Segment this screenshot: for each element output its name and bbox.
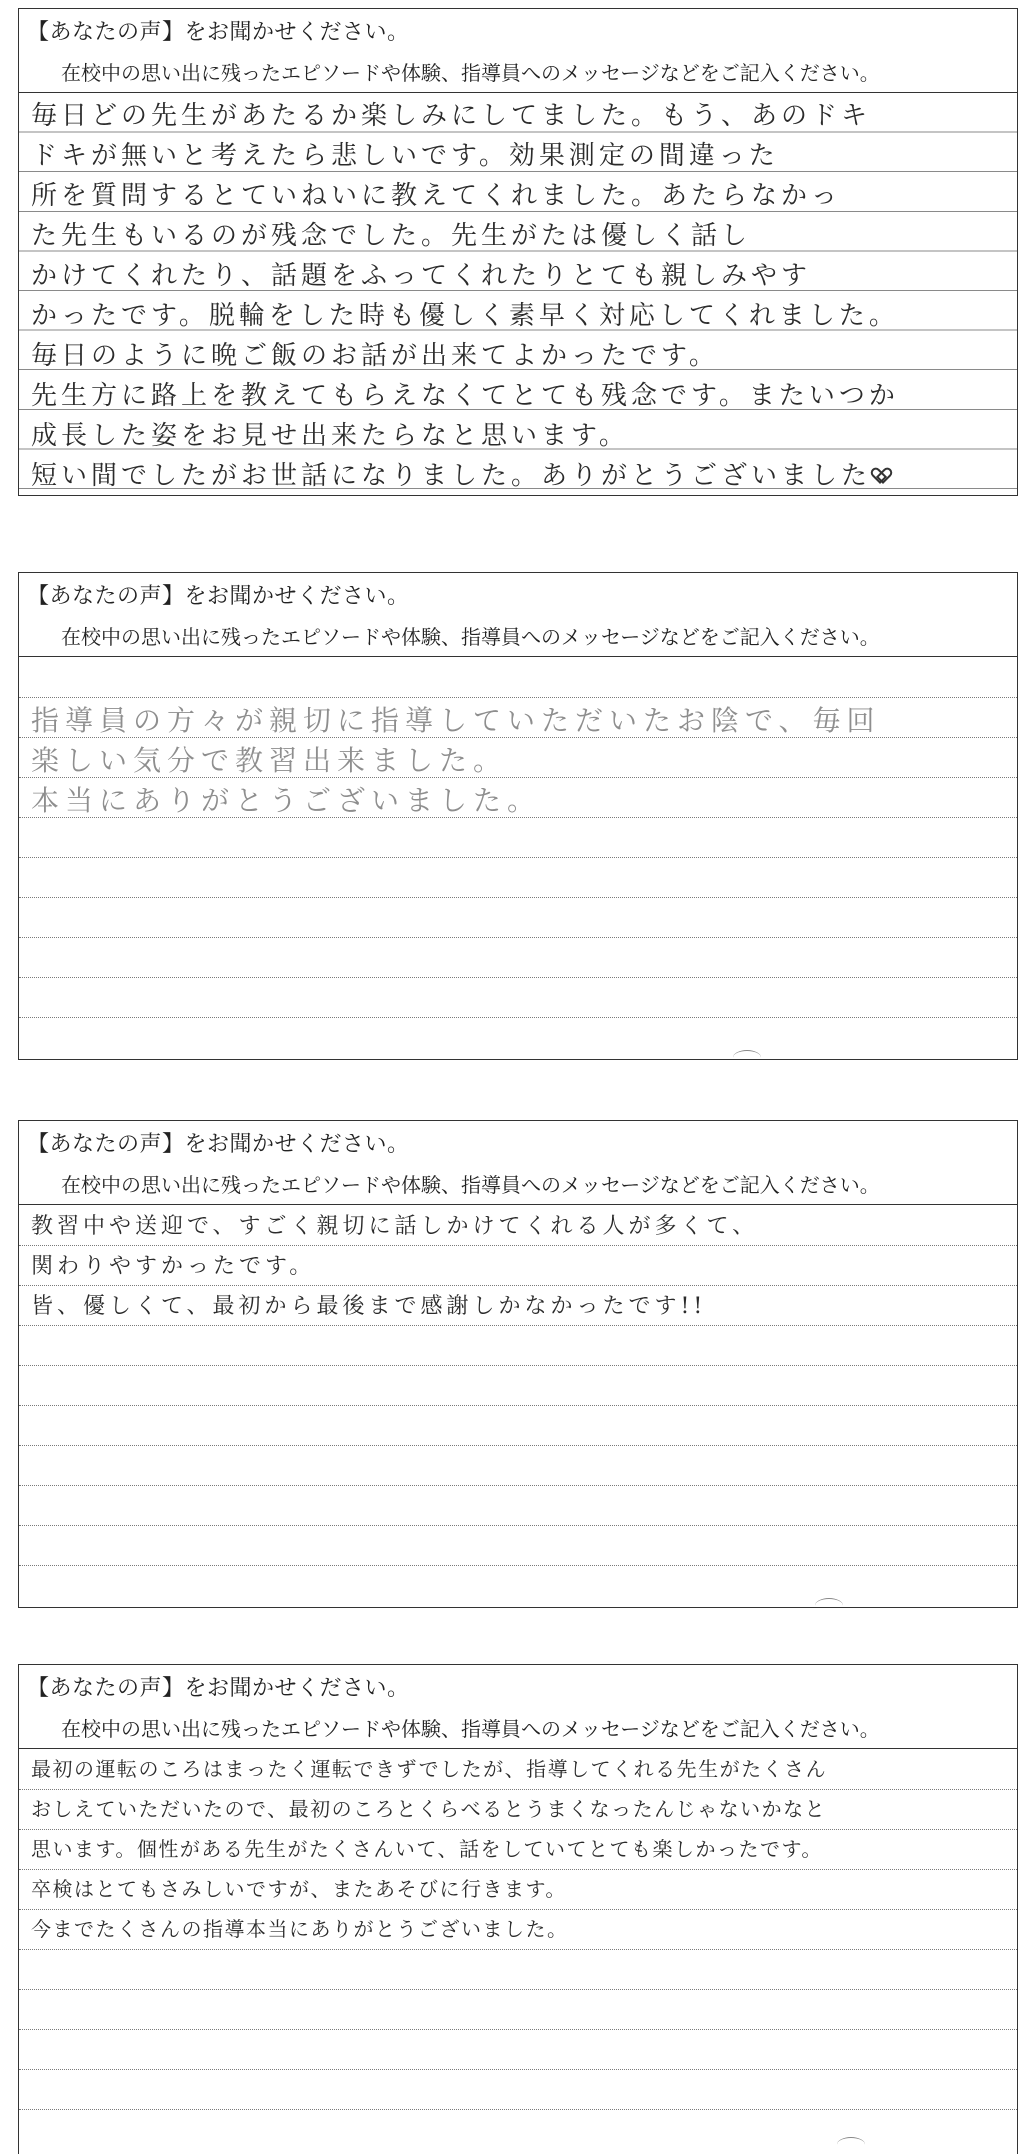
heart-icon xyxy=(873,468,891,486)
handwritten-line: 楽しい気分で教習出来ました。 xyxy=(31,744,508,777)
handwritten-line: 関わりやすかったです。 xyxy=(31,1254,316,1279)
handwritten-line: おしえていただいたので、最初のころとくらべるとうまくなったんじゃないかなと xyxy=(31,1797,827,1821)
card-subtitle: 在校中の思い出に残ったエピソードや体験、指導員へのメッセージなどをご記入ください。 xyxy=(61,1173,880,1197)
card-header xyxy=(19,9,1017,93)
card-title: 【あなたの声】をお聞かせください。 xyxy=(27,20,410,45)
feedback-card-3 xyxy=(18,1120,1018,1608)
handwritten-line: ドキが無いと考えたら悲しいです。効果測定の間違った xyxy=(31,141,779,171)
handwritten-line-last xyxy=(31,455,891,492)
handwritten-area xyxy=(19,1205,1017,1608)
feedback-card-1 xyxy=(18,8,1018,496)
handwritten-line: た先生もいるのが残念でした。先生がたは優しく話し xyxy=(31,221,752,251)
handwritten-line: 毎日のように晩ご飯のお話が出来てよかったです。 xyxy=(31,341,719,371)
card-header xyxy=(19,573,1017,657)
handwritten-line: 教習中や送迎で、すごく親切に話しかけてくれる人が多くて、 xyxy=(31,1214,759,1239)
card-title: 【あなたの声】をお聞かせください。 xyxy=(27,1132,410,1157)
handwritten-area xyxy=(19,93,1017,496)
handwritten-area xyxy=(19,1749,1017,2154)
feedback-card-2 xyxy=(18,572,1018,1060)
handwritten-line: 思います。個性がある先生がたくさんいて、話をしていてとても楽しかったです。 xyxy=(31,1837,823,1861)
feedback-card-4 xyxy=(18,1664,1018,2154)
card-header xyxy=(19,1665,1017,1749)
handwritten-line: 指導員の方々が親切に指導していただいたお陰で、毎回 xyxy=(31,704,881,737)
card-subtitle: 在校中の思い出に残ったエピソードや体験、指導員へのメッセージなどをご記入ください。 xyxy=(61,625,880,649)
handwritten-area xyxy=(19,657,1017,1060)
handwritten-line: 先生方に路上を教えてもらえなくてとても残念です。またいつか xyxy=(31,381,899,411)
handwritten-line: かけてくれたり、話題をふってくれたりとても親しみやす xyxy=(31,261,812,291)
handwritten-line: 所を質問するとていねいに教えてくれました。あたらなかっ xyxy=(31,181,842,211)
handwritten-line: 今までたくさんの指導本当にありがとうございました。 xyxy=(31,1917,569,1941)
card-title: 【あなたの声】をお聞かせください。 xyxy=(27,1676,410,1701)
handwritten-line: 毎日どの先生があたるか楽しみにしてました。もう、あのドキ xyxy=(31,101,872,131)
handwritten-line: 皆、優しくて、最初から最後まで感謝しかなかったです!! xyxy=(31,1294,707,1319)
handwritten-line: 卒検はとてもさみしいですが、またあそびに行きます。 xyxy=(31,1877,567,1901)
card-subtitle: 在校中の思い出に残ったエピソードや体験、指導員へのメッセージなどをご記入ください。 xyxy=(61,61,880,85)
card-header xyxy=(19,1121,1017,1205)
handwritten-line: 成長した姿をお見せ出来たらなと思います。 xyxy=(31,421,629,451)
handwritten-line: 本当にありがとうございました。 xyxy=(31,784,542,817)
handwritten-line: かったです。脱輪をした時も優しく素早く対応してくれました。 xyxy=(31,301,899,331)
card-title: 【あなたの声】をお聞かせください。 xyxy=(27,584,410,609)
handwritten-text: 短い間でしたがお世話になりました。ありがとうございました xyxy=(31,461,872,491)
handwritten-line: 最初の運転のころはまったく運転できずでしたが、指導してくれる先生がたくさん xyxy=(31,1757,828,1781)
card-subtitle: 在校中の思い出に残ったエピソードや体験、指導員へのメッセージなどをご記入ください。 xyxy=(61,1717,880,1741)
